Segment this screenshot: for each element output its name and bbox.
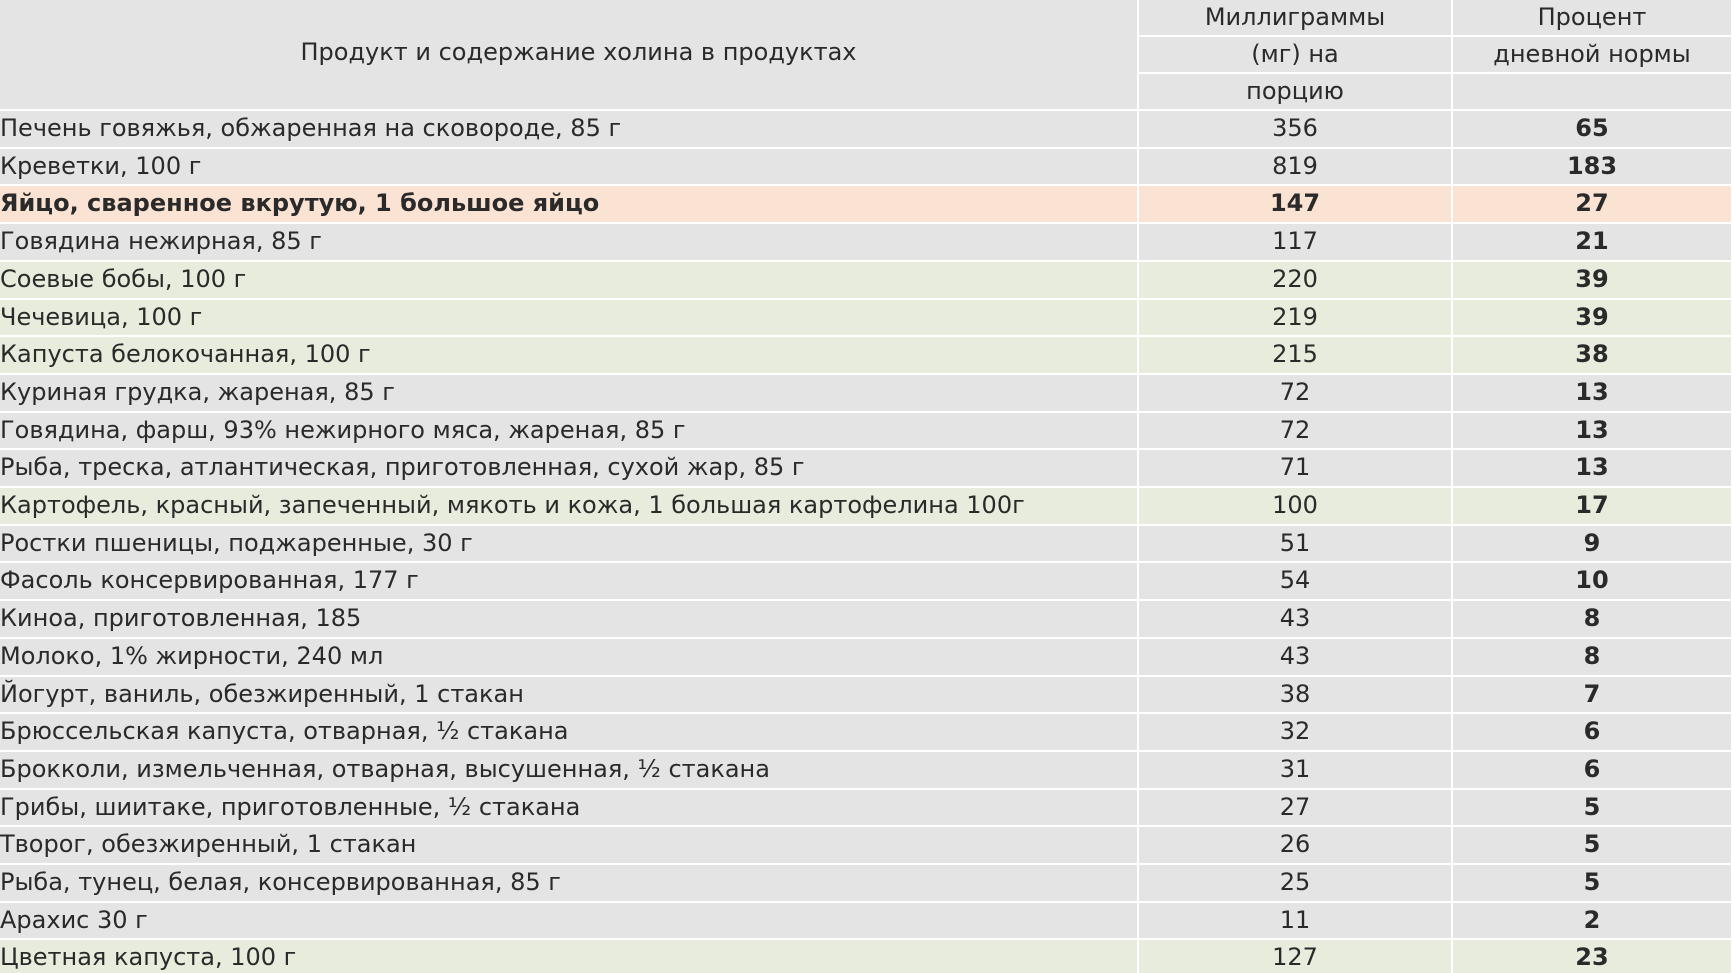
mg-value-cell: 117 xyxy=(1138,223,1452,261)
percent-value-cell: 38 xyxy=(1452,336,1732,374)
product-name-cell: Фасоль консервированная, 177 г xyxy=(0,562,1138,600)
percent-value-cell: 5 xyxy=(1452,789,1732,827)
table-row xyxy=(0,374,1732,412)
mg-value-cell: 26 xyxy=(1138,826,1452,864)
percent-value-cell: 6 xyxy=(1452,751,1732,789)
mg-value-cell: 51 xyxy=(1138,525,1452,563)
percent-value-cell: 65 xyxy=(1452,110,1732,148)
mg-value-cell: 220 xyxy=(1138,261,1452,299)
product-name-cell: Говядина нежирная, 85 г xyxy=(0,223,1138,261)
product-name-cell: Ростки пшеницы, поджаренные, 30 г xyxy=(0,525,1138,563)
table-row xyxy=(0,902,1732,940)
table-row xyxy=(0,336,1732,374)
mg-value-cell: 11 xyxy=(1138,902,1452,940)
table-row xyxy=(0,864,1732,902)
mg-value-cell: 219 xyxy=(1138,299,1452,337)
percent-value-cell: 21 xyxy=(1452,223,1732,261)
mg-value-cell: 38 xyxy=(1138,676,1452,714)
table-row xyxy=(0,939,1732,973)
product-name-cell: Капуста белокочанная, 100 г xyxy=(0,336,1138,374)
percent-value-cell: 9 xyxy=(1452,525,1732,563)
mg-value-cell: 72 xyxy=(1138,374,1452,412)
percent-value-cell: 5 xyxy=(1452,864,1732,902)
header-pct-line-2: дневной нормы xyxy=(1452,36,1732,73)
mg-value-cell: 100 xyxy=(1138,487,1452,525)
table-row xyxy=(0,299,1732,337)
percent-value-cell: 13 xyxy=(1452,374,1732,412)
table-row xyxy=(0,449,1732,487)
header-pct-line-1: Процент xyxy=(1452,0,1732,36)
product-name-cell: Рыба, треска, атлантическая, приготовленная, сухой жар, 85 г xyxy=(0,449,1138,487)
mg-value-cell: 819 xyxy=(1138,148,1452,186)
product-name-cell: Печень говяжья, обжаренная на сковороде, 85 г xyxy=(0,110,1138,148)
table-body xyxy=(0,110,1732,973)
header-mg-line-1: Миллиграммы xyxy=(1138,0,1452,36)
product-name-cell: Брюссельская капуста, отварная, ½ стакана xyxy=(0,713,1138,751)
product-name-cell: Творог, обезжиренный, 1 стакан xyxy=(0,826,1138,864)
table-header xyxy=(0,0,1732,110)
product-name-cell: Картофель, красный, запеченный, мякоть и кожа, 1 большая картофелина 100г xyxy=(0,487,1138,525)
table-row xyxy=(0,487,1732,525)
mg-value-cell: 54 xyxy=(1138,562,1452,600)
mg-value-cell: 27 xyxy=(1138,789,1452,827)
percent-value-cell: 27 xyxy=(1452,185,1732,223)
product-name-cell: Рыба, тунец, белая, консервированная, 85 г xyxy=(0,864,1138,902)
percent-value-cell: 39 xyxy=(1452,299,1732,337)
mg-value-cell: 147 xyxy=(1138,185,1452,223)
product-name-cell: Чечевица, 100 г xyxy=(0,299,1138,337)
product-name-cell: Брокколи, измельченная, отварная, высушенная, ½ стакана xyxy=(0,751,1138,789)
percent-value-cell: 5 xyxy=(1452,826,1732,864)
mg-value-cell: 215 xyxy=(1138,336,1452,374)
mg-value-cell: 43 xyxy=(1138,600,1452,638)
percent-value-cell: 6 xyxy=(1452,713,1732,751)
product-name-cell: Киноа, приготовленная, 185 xyxy=(0,600,1138,638)
header-mg-line-3: порцию xyxy=(1138,73,1452,110)
percent-value-cell: 8 xyxy=(1452,600,1732,638)
table-row xyxy=(0,751,1732,789)
mg-value-cell: 72 xyxy=(1138,412,1452,450)
table-row xyxy=(0,110,1732,148)
table-row xyxy=(0,713,1732,751)
table-row xyxy=(0,562,1732,600)
table-row xyxy=(0,223,1732,261)
mg-value-cell: 71 xyxy=(1138,449,1452,487)
percent-value-cell: 13 xyxy=(1452,449,1732,487)
mg-value-cell: 31 xyxy=(1138,751,1452,789)
product-name-cell: Цветная капуста, 100 г xyxy=(0,939,1138,973)
header-mg-line-2: (мг) на xyxy=(1138,36,1452,73)
percent-value-cell: 23 xyxy=(1452,939,1732,973)
table-row xyxy=(0,676,1732,714)
product-name-cell: Яйцо, сваренное вкрутую, 1 большое яйцо xyxy=(0,185,1138,223)
percent-value-cell: 17 xyxy=(1452,487,1732,525)
table-row xyxy=(0,826,1732,864)
mg-value-cell: 25 xyxy=(1138,864,1452,902)
table-row xyxy=(0,148,1732,186)
header-pct-line-3 xyxy=(1452,73,1732,110)
table-row xyxy=(0,412,1732,450)
table-row xyxy=(0,638,1732,676)
product-name-cell: Грибы, шиитаке, приготовленные, ½ стакана xyxy=(0,789,1138,827)
product-name-cell: Арахис 30 г xyxy=(0,902,1138,940)
table-row xyxy=(0,600,1732,638)
mg-value-cell: 127 xyxy=(1138,939,1452,973)
product-name-cell: Креветки, 100 г xyxy=(0,148,1138,186)
table-row xyxy=(0,789,1732,827)
percent-value-cell: 2 xyxy=(1452,902,1732,940)
percent-value-cell: 10 xyxy=(1452,562,1732,600)
table-row xyxy=(0,261,1732,299)
table-row xyxy=(0,185,1732,223)
product-name-cell: Соевые бобы, 100 г xyxy=(0,261,1138,299)
product-name-cell: Молоко, 1% жирности, 240 мл xyxy=(0,638,1138,676)
mg-value-cell: 356 xyxy=(1138,110,1452,148)
product-name-cell: Йогурт, ваниль, обезжиренный, 1 стакан xyxy=(0,676,1138,714)
mg-value-cell: 43 xyxy=(1138,638,1452,676)
percent-value-cell: 39 xyxy=(1452,261,1732,299)
mg-value-cell: 32 xyxy=(1138,713,1452,751)
product-name-cell: Куриная грудка, жареная, 85 г xyxy=(0,374,1138,412)
percent-value-cell: 7 xyxy=(1452,676,1732,714)
percent-value-cell: 183 xyxy=(1452,148,1732,186)
header-product: Продукт и содержание холина в продуктах xyxy=(0,0,1138,110)
table-row xyxy=(0,525,1732,563)
product-name-cell: Говядина, фарш, 93% нежирного мяса, жареная, 85 г xyxy=(0,412,1138,450)
percent-value-cell: 8 xyxy=(1452,638,1732,676)
percent-value-cell: 13 xyxy=(1452,412,1732,450)
